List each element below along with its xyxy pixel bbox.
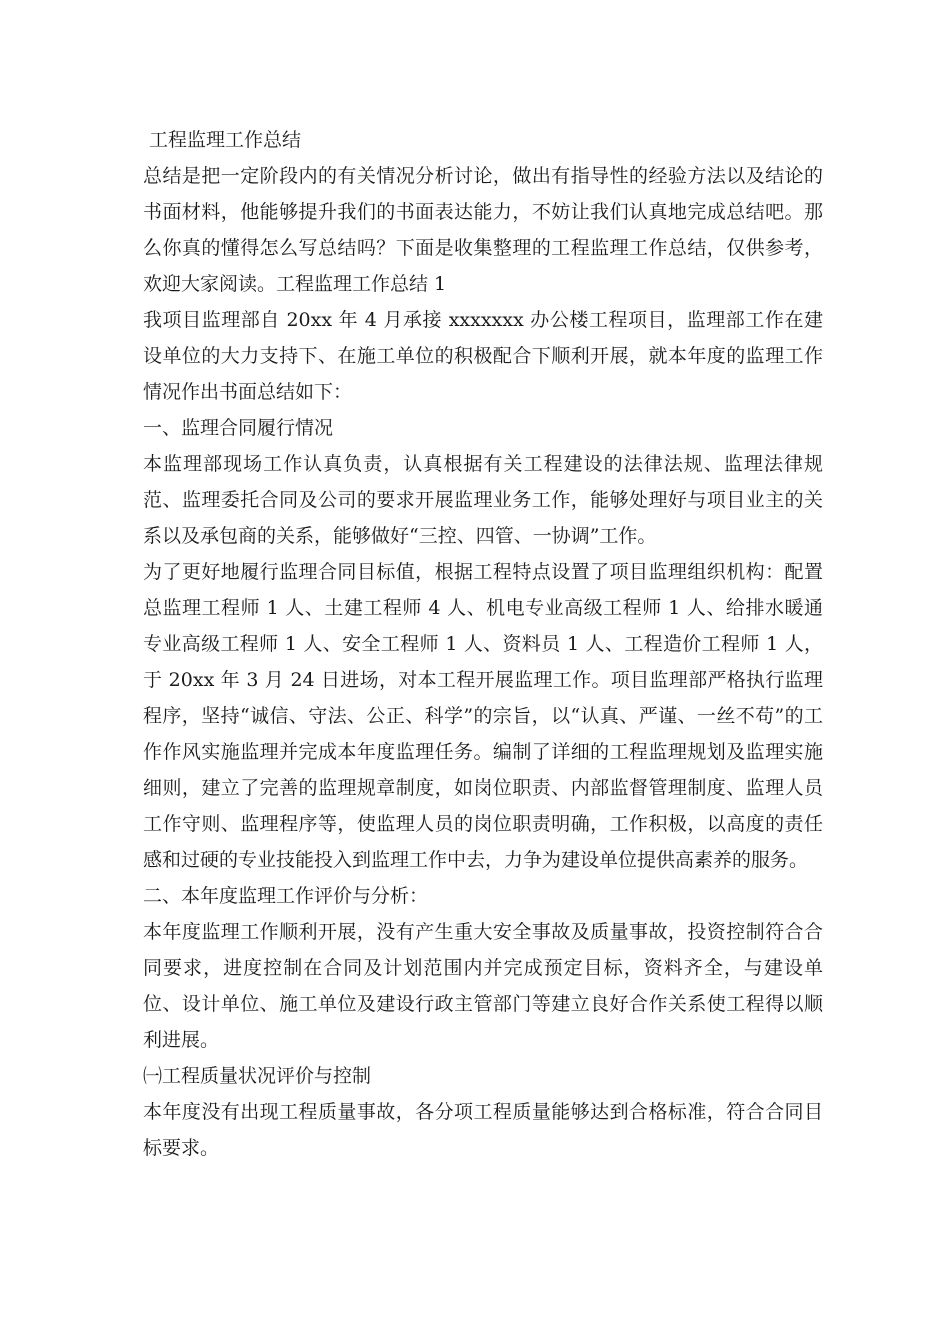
evaluation-paragraph: 本年度监理工作顺利开展，没有产生重大安全事故及质量事故，投资控制符合合同要求，进度控制在合同及计划范围内并完成预定目标，资料齐全，与建设单位、设计单位、施工单位及建设行政主管部门等建立良好合作关系使工程得以顺利进展。 xyxy=(143,921,823,1051)
organization-paragraph: 为了更好地履行监理合同目标值，根据工程特点设置了项目监理组织机构：配置总监理工程师 1 人、土建工程师 4 人、机电专业高级工程师 1 人、给排水暖通专业高级工程师 1 人、安全工程师 1 人、资料员 1 人、工程造价工程师 1 人，于 20xx 年 3 月 24 日进场，对本工程开展监理工作。项目监理部严格执行监理程序，坚持“诚信、守法、公正、科学”的宗旨，以“认真、严谨、一丝不苟”的工作作风实施监理并完成本年度监理任务。编制了详细的工程监理规划及监理实施细则，建立了完善的监理规章制度，如岗位职责、内部监督管理制度、监理人员工作守则、监理程序等，使监理人员的岗位职责明确，工作积极，以高度的责任感和过硬的专业技能投入到监理工作中去，力争为建设单位提供高素养的服务。 xyxy=(143,561,823,871)
subsection-heading-1: ㈠工程质量状况评价与控制 xyxy=(143,1065,372,1087)
project-paragraph: 我项目监理部自 20xx 年 4 月承接 xxxxxxx 办公楼工程项目，监理部工作在建设单位的大力支持下、在施工单位的积极配合下顺利开展，就本年度的监理工作情况作出书面总结如下： xyxy=(143,309,823,403)
section-heading-1: 一、监理合同履行情况 xyxy=(143,417,334,439)
document-body xyxy=(143,122,823,1166)
quality-paragraph: 本年度没有出现工程质量事故，各分项工程质量能够达到合格标准，符合合同目标要求。 xyxy=(143,1101,823,1159)
contract-paragraph: 本监理部现场工作认真负责，认真根据有关工程建设的法律法规、监理法律规范、监理委托合同及公司的要求开展监理业务工作，能够处理好与项目业主的关系以及承包商的关系，能够做好“三控、四管、一协调”工作。 xyxy=(143,453,823,547)
intro-paragraph: 总结是把一定阶段内的有关情况分析讨论，做出有指导性的经验方法以及结论的书面材料，他能够提升我们的书面表达能力，不妨让我们认真地完成总结吧。那么你真的懂得怎么写总结吗？下面是收集整理的工程监理工作总结，仅供参考，欢迎大家阅读。工程监理工作总结 1 xyxy=(143,165,823,295)
document-title: 工程监理工作总结 xyxy=(149,129,302,151)
section-heading-2: 二、本年度监理工作评价与分析： xyxy=(143,885,429,907)
